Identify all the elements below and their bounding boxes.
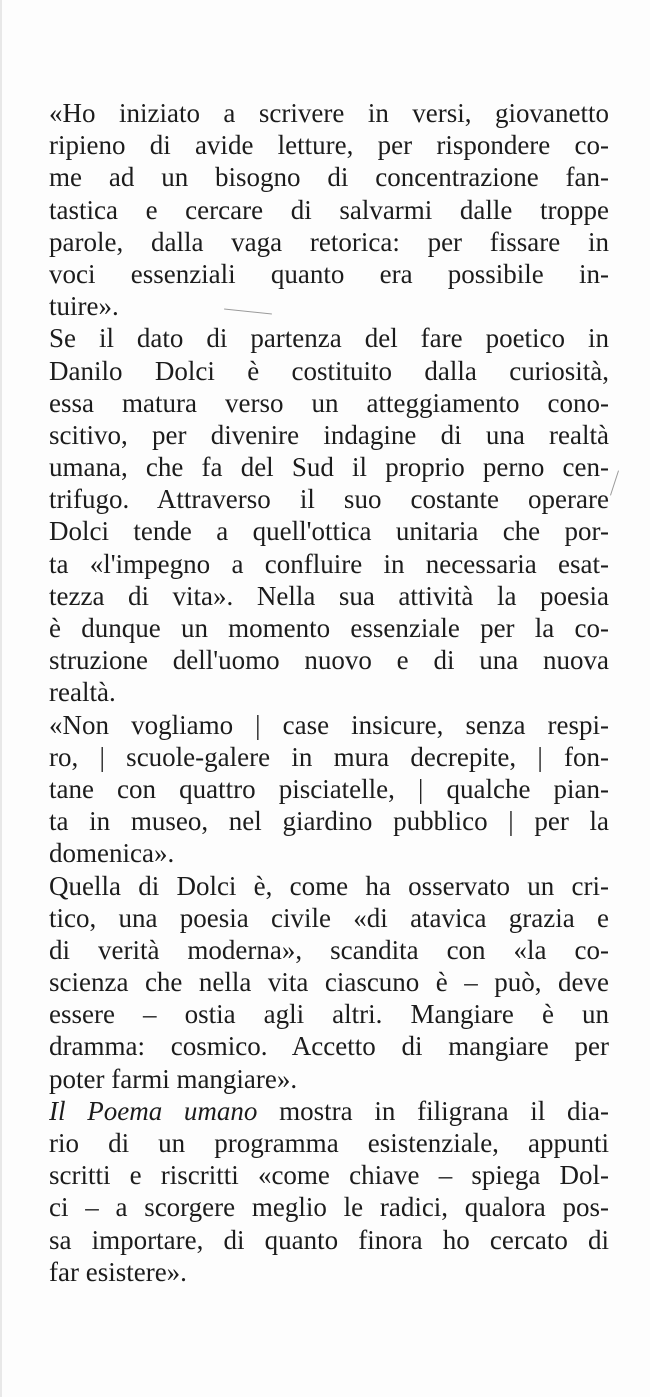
line-text: parole, dalla vaga retorica: per fissare in: [49, 226, 609, 257]
text-line: [49, 483, 609, 515]
text-line: [49, 322, 609, 354]
line-text: Se il dato di partenza del fare poetico in: [49, 323, 609, 354]
line-text: mostra in filigrana il dia-: [279, 1095, 609, 1126]
text-line: [49, 709, 609, 741]
text-line: [49, 1191, 609, 1223]
text-line: [49, 355, 609, 387]
text-line: [49, 741, 609, 773]
text-line: [49, 387, 609, 419]
line-text: domenica».: [49, 838, 175, 869]
text-line: [49, 97, 609, 129]
line-text: Danilo Dolci è costituito dalla curiosità,: [49, 355, 609, 386]
line-text: tane con quattro pisciatelle, | qualche pian-: [49, 773, 609, 804]
line-text: «Ho iniziato a scrivere in versi, giovanetto: [49, 98, 609, 128]
text-line: [49, 290, 609, 322]
line-text: ripieno di avide letture, per rispondere co-: [49, 130, 609, 161]
line-text: struzione dell'uomo nuovo e di una nuova: [49, 645, 609, 676]
line-text: sa importare, di quanto finora ho cercato di: [49, 1224, 609, 1255]
text-line: [49, 805, 609, 837]
line-text: di verità moderna», scandita con «la co-: [49, 934, 609, 965]
text-line: [49, 966, 609, 998]
line-text: essere – ostia agli altri. Mangiare è un: [49, 999, 609, 1030]
text-line: [49, 258, 609, 290]
text-line: [49, 515, 609, 547]
line-text: ci – a scorgere meglio le radici, qualora pos-: [49, 1192, 609, 1223]
text-line: [49, 194, 609, 226]
text-line: [49, 934, 609, 966]
line-text: rio di un programma esistenziale, appunti: [49, 1128, 609, 1158]
text-line: [49, 870, 609, 902]
text-line: [49, 1256, 609, 1288]
text-line: [49, 773, 609, 805]
line-text: ta in museo, nel giardino pubblico | per la: [49, 806, 609, 837]
line-text: voci essenziali quanto era possibile in-: [49, 258, 609, 289]
line-text: è dunque un momento essenziale per la co-: [49, 613, 609, 643]
line-text: essa matura verso un atteggiamento cono-: [49, 387, 609, 418]
text-line: [49, 548, 609, 580]
text-line: [49, 902, 609, 934]
line-text: tezza di vita». Nella sua attività la poesia: [49, 580, 609, 611]
line-text: far esistere».: [49, 1256, 187, 1287]
line-text: tuire».: [49, 291, 119, 322]
line-text: dramma: cosmico. Accetto di mangiare per: [49, 1031, 609, 1062]
text-line: [49, 451, 609, 483]
line-text: Dolci tende a quell'ottica unitaria che por-: [49, 516, 609, 547]
line-text: «Non vogliamo | case insicure, senza respi-: [49, 709, 609, 740]
text-line: [49, 676, 609, 708]
text-line: [49, 580, 609, 612]
line-text: me ad un bisogno di concentrazione fan-: [49, 162, 609, 193]
text-line: [49, 161, 609, 193]
text-line: [49, 612, 609, 644]
text-line: [49, 419, 609, 451]
text-line: [49, 1224, 609, 1256]
line-text: Quella di Dolci è, come ha osservato un cri-: [49, 870, 609, 901]
line-text: trifugo. Attraverso il suo costante operare: [49, 484, 609, 515]
text-line: [49, 226, 609, 258]
text-line: [49, 1063, 609, 1095]
text-line: [49, 1095, 609, 1127]
scan-mark: [610, 470, 619, 495]
text-line: [49, 998, 609, 1030]
line-text: umana, che fa del Sud il proprio perno cen-: [49, 452, 609, 483]
line-text: poter farmi mangiare».: [49, 1063, 298, 1094]
text-line: [49, 837, 609, 869]
text-line: [49, 129, 609, 161]
text-line: [49, 644, 609, 676]
line-text: ro, | scuole-galere in mura decrepite, | fon-: [49, 741, 609, 772]
text-line: [49, 1030, 609, 1062]
line-text: scitivo, per divenire indagine di una realtà: [49, 419, 609, 450]
text-line: [49, 1127, 609, 1159]
line-text: scritti e riscritti «come chiave – spiega Dol-: [49, 1160, 609, 1191]
line-text: tico, una poesia civile «di atavica grazia e: [49, 902, 609, 933]
text-line: [49, 1159, 609, 1191]
line-text: ta «l'impegno a confluire in necessaria esat-: [49, 548, 609, 579]
line-text: tastica e cercare di salvarmi dalle troppe: [49, 194, 609, 225]
book-title: Il Poema umano: [49, 1095, 258, 1126]
body-text: [49, 97, 609, 1288]
line-text: realtà.: [49, 677, 116, 708]
line-text: scienza che nella vita ciascuno è – può, deve: [49, 967, 609, 998]
